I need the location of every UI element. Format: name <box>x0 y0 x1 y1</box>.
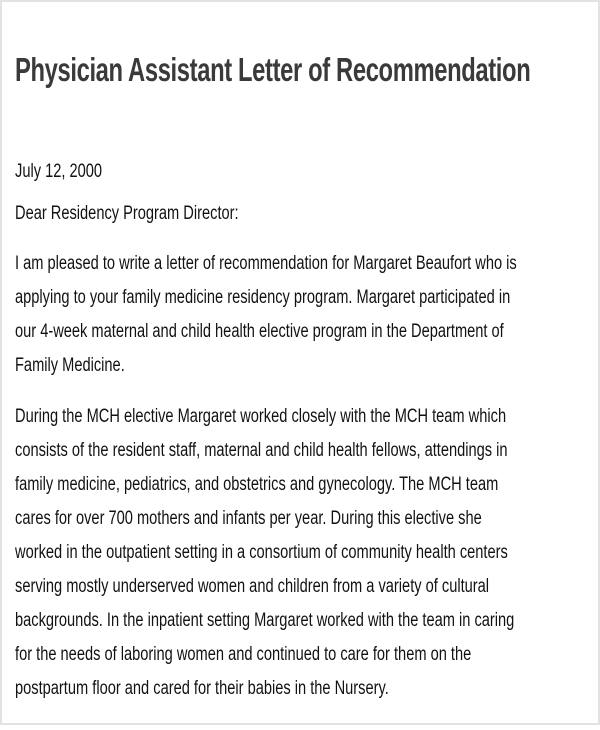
letter-content <box>2 53 598 706</box>
letter-paragraph-1 <box>15 247 517 383</box>
letter-line: our 4-week maternal and child health elective program in the Department of <box>15 321 504 342</box>
letter-date: July 12, 2000 <box>15 161 103 182</box>
page-title: Physician Assistant Letter of Recommendation <box>15 51 531 88</box>
letter-line: for the needs of laboring women and continued to care for them on the <box>15 644 472 665</box>
letter-line: Family Medicine. <box>15 355 125 376</box>
letter-line: applying to your family medicine residency program. Margaret participated in <box>15 287 511 308</box>
letter-line: During the MCH elective Margaret worked closely with the MCH team which <box>15 406 507 427</box>
letter-line: postpartum floor and cared for their babies in the Nursery. <box>15 678 389 699</box>
letter-line: worked in the outpatient setting in a consortium of community health centers <box>15 542 508 563</box>
letter-line: family medicine, pediatrics, and obstetrics and gynecology. The MCH team <box>15 474 499 495</box>
letter-line: serving mostly underserved women and children from a variety of cultural <box>15 576 490 597</box>
letter-line: cares for over 700 mothers and infants per year. During this elective she <box>15 508 482 529</box>
letter-salutation: Dear Residency Program Director: <box>15 203 239 224</box>
letter-paragraph-2 <box>15 400 515 706</box>
letter-line: consists of the resident staff, maternal and child health fellows, attendings in <box>15 440 508 461</box>
letter-line: backgrounds. In the inpatient setting Margaret worked with the team in caring <box>15 610 515 631</box>
letter-line: I am pleased to write a letter of recommendation for Margaret Beaufort who is <box>15 253 517 274</box>
